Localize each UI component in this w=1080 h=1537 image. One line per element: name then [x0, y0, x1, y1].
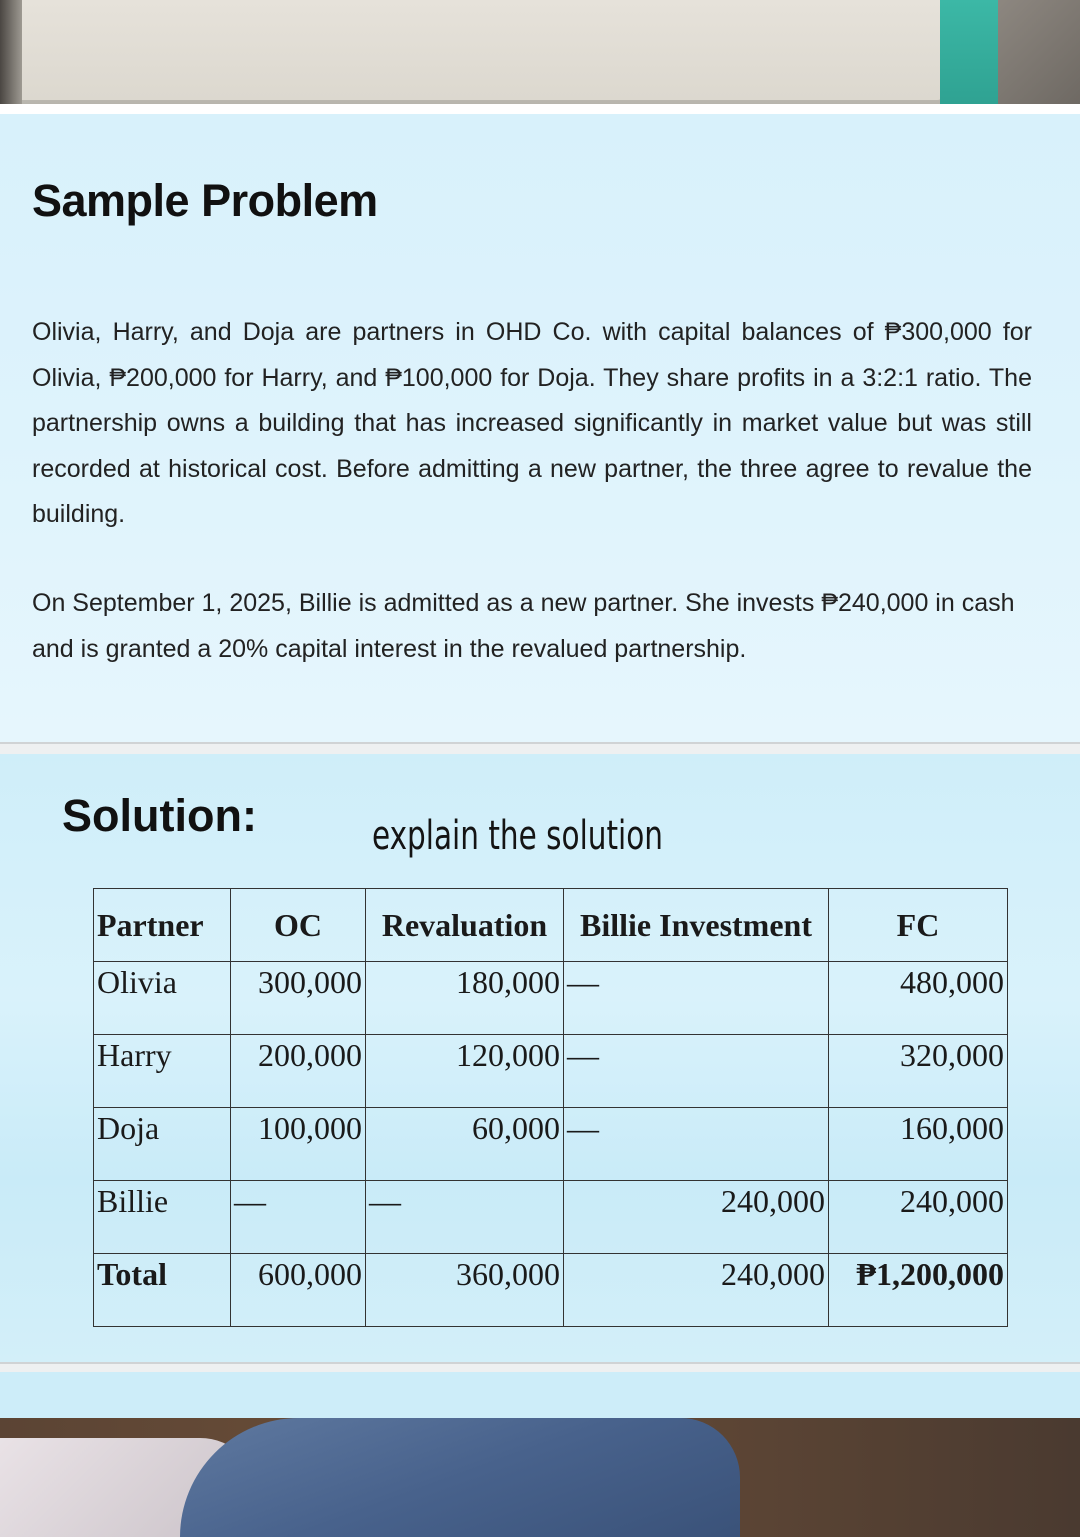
partner-cell: Harry [94, 1035, 231, 1108]
partner-cell: Doja [94, 1108, 231, 1181]
oc-cell: 100,000 [231, 1108, 366, 1181]
problem-title: Sample Problem [32, 175, 378, 226]
bottom-photo-background [0, 1418, 1080, 1537]
table-total-row [94, 1254, 1008, 1327]
table-header-row [94, 889, 1008, 962]
fc-cell: 320,000 [829, 1035, 1008, 1108]
investment-cell: — [564, 1035, 829, 1108]
problem-paragraph-2: On September 1, 2025, Billie is admitted as a new partner. She invests ₱240,000 in cash and is granted a 20% capital interest in the revalued partnership. [32, 589, 1015, 663]
revaluation-cell: 180,000 [366, 962, 564, 1035]
table-row [94, 1035, 1008, 1108]
next-slide-edge [0, 1372, 1080, 1418]
fc-cell: 240,000 [829, 1181, 1008, 1254]
oc-cell: 300,000 [231, 962, 366, 1035]
fc-cell: 160,000 [829, 1108, 1008, 1181]
total-investment: 240,000 [564, 1254, 829, 1327]
revaluation-cell: — [366, 1181, 564, 1254]
photo-surface [998, 0, 1080, 104]
fc-cell: 480,000 [829, 962, 1008, 1035]
handwritten-note: explain the solution [372, 813, 663, 859]
investment-cell: — [564, 962, 829, 1035]
oc-cell: 200,000 [231, 1035, 366, 1108]
top-photo-background [0, 0, 1080, 104]
header-revaluation: Revaluation [366, 889, 564, 962]
investment-cell: 240,000 [564, 1181, 829, 1254]
photo-shadow [0, 0, 22, 104]
total-label: Total [94, 1254, 231, 1327]
oc-cell: — [231, 1181, 366, 1254]
revaluation-cell: 120,000 [366, 1035, 564, 1108]
teal-object [940, 0, 998, 104]
partner-cell: Olivia [94, 962, 231, 1035]
revaluation-cell: 60,000 [366, 1108, 564, 1181]
total-revaluation: 360,000 [366, 1254, 564, 1327]
header-oc: OC [231, 889, 366, 962]
total-oc: 600,000 [231, 1254, 366, 1327]
header-partner: Partner [94, 889, 231, 962]
problem-paragraph-1: Olivia, Harry, and Doja are partners in OHD Co. with capital balances of ₱300,000 for Olivia, ₱200,000 for Harry, and ₱100,000 for Doja. They share profits in a 3:2:1 ratio. The partnership owns a building that has increased significantly in market value but was still recorded at historical cost. Before admitting a new partner, the three agree to revalue the building. [32, 318, 1032, 528]
table-row [94, 962, 1008, 1035]
jeans [180, 1418, 740, 1537]
solution-title: Solution: [62, 790, 257, 841]
total-fc: ₱1,200,000 [829, 1254, 1008, 1327]
slide-border [0, 104, 1080, 114]
header-billie-investment: Billie Investment [564, 889, 829, 962]
investment-cell: — [564, 1108, 829, 1181]
header-fc: FC [829, 889, 1008, 962]
table-row [94, 1181, 1008, 1254]
table-row [94, 1108, 1008, 1181]
paper-sheet [0, 0, 945, 100]
partner-cell: Billie [94, 1181, 231, 1254]
solution-table [93, 888, 1008, 1327]
